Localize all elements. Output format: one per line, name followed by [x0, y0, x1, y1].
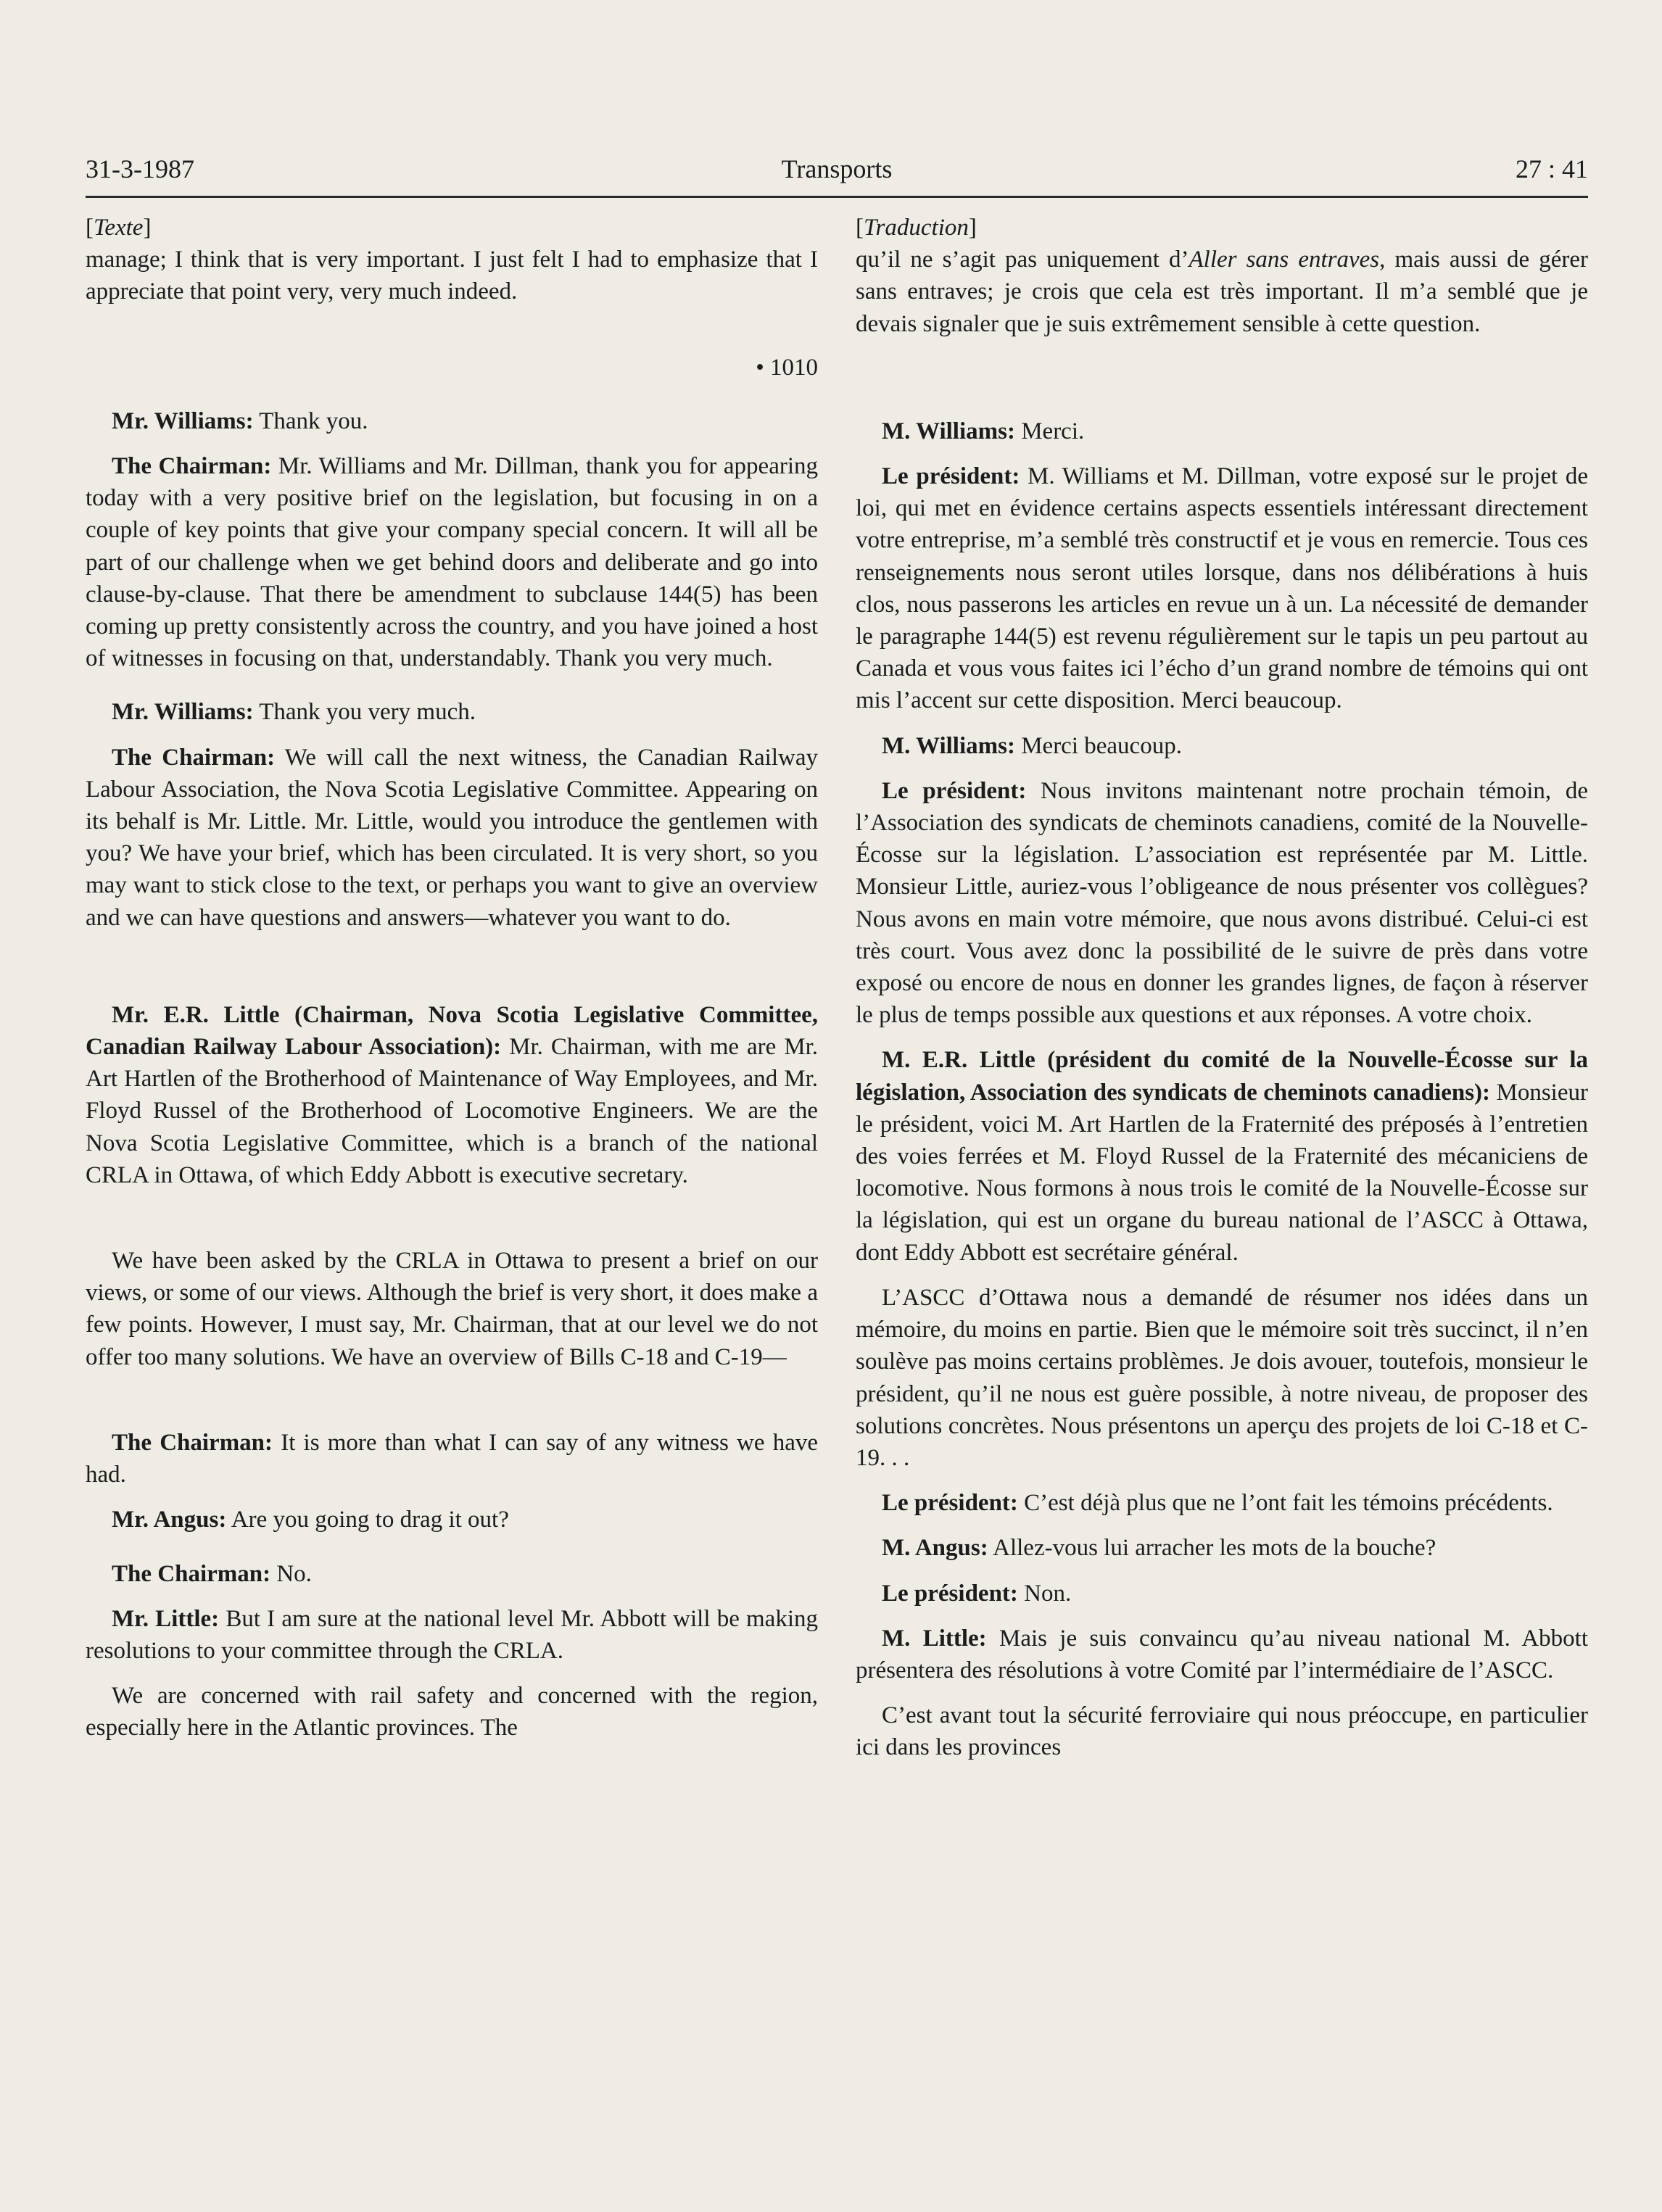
- speaker-name: Le président:: [882, 463, 1020, 490]
- speaker-name: M. Williams:: [882, 732, 1015, 759]
- speaker-name: M. Williams:: [882, 418, 1015, 444]
- speaker-name: The Chairman:: [112, 453, 272, 480]
- header-date: 31-3-1987: [86, 154, 194, 183]
- speaker-name: M. E.R. Little (président du comité de la Nouvelle-Écosse sur la législation, Association des syndicats de cheminots canadiens):: [856, 1047, 1588, 1106]
- speaker-name: M. Little:: [882, 1625, 987, 1652]
- french-column: [856, 212, 1588, 1764]
- speaker-name: Mr. Angus:: [112, 1507, 227, 1533]
- speaker-name: The Chairman:: [112, 1560, 271, 1587]
- speaker-name: Mr. Williams:: [112, 407, 254, 434]
- paragraph: Le président: C’est déjà plus que ne l’ont fait les témoins précédents.: [882, 1490, 1553, 1517]
- paragraph: Le président: Nous invitons maintenant notre prochain témoin, de l’Association des syndicats de cheminots canadiens, comité de la Nouvelle-Écosse sur la législation. L’association est représentée par M. Little. Monsieur Little, auriez-vous l’obligeance de nous présenter vos collègues? Nous avons en main votre mémoire, que nous avons distribué. Celui-ci est très court. Vous avez donc la possibilité de le suivre de près dans votre exposé ou encore de nous en donner les grandes lignes, de façon à réserver le plus de temps possible aux questions et aux réponses. A votre choix.: [856, 777, 1589, 1029]
- page-header: [86, 154, 1588, 198]
- timestamp: • 1010: [756, 354, 818, 381]
- speaker-name: Le président:: [882, 777, 1027, 804]
- speaker-name: Mr. Williams:: [112, 699, 254, 726]
- paragraph: M. Little: Mais je suis convaincu qu’au niveau national M. Abbott présentera des résolutions à votre Comité par l’intermédiaire de l’ASCC.: [856, 1625, 1589, 1683]
- speaker-name: Mr. Little:: [112, 1605, 220, 1632]
- paragraph: M. Angus: Allez-vous lui arracher les mots de la bouche?: [882, 1535, 1436, 1562]
- english-column: [86, 212, 818, 1744]
- paragraph: We are concerned with rail safety and concerned with the region, especially here in the Atlantic provinces. The: [86, 1683, 818, 1741]
- paragraph: Mr. Angus: Are you going to drag it out?: [112, 1507, 509, 1533]
- paragraph: manage; I think that is very important. I just felt I had to emphasize that I appreciate that point very, very much indeed.: [86, 247, 818, 305]
- speaker-name: Le président:: [882, 1580, 1018, 1607]
- header-title: Transports: [781, 154, 893, 183]
- paragraph: Le président: Non.: [882, 1580, 1072, 1607]
- paragraph: Mr. Little: But I am sure at the national level Mr. Abbott will be making resolutions to your committee through the CRLA.: [86, 1605, 818, 1664]
- paragraph: Mr. E.R. Little (Chairman, Nova Scotia Legislative Committee, Canadian Railway Labour Association): Mr. Chairman, with me are Mr. Art Hartlen of the Brotherhood of Maintenance of Way Employees, and Mr. Floyd Russel of the Brotherhood of Locomotive Engineers. We are the Nova Scotia Legislative Committee, which is a branch of the national CRLA in Ottawa, of which Eddy Abbott is executive secretary.: [86, 1001, 819, 1188]
- paragraph: L’ASCC d’Ottawa nous a demandé de résumer nos idées dans un mémoire, du moins en partie. Bien que le mémoire soit très succinct, il n’en soulève pas moins certains problèmes. Je dois avouer, toutefois, monsieur le président, qu’il ne nous est guère possible, à notre niveau, de proposer des solutions concrètes. Nous présentons un aperçu des projets de loi C-18 et C-19. . .: [856, 1284, 1588, 1471]
- paragraph: Le président: M. Williams et M. Dillman, votre exposé sur le projet de loi, qui met en évidence certains aspects essentiels intéressant directement votre entreprise, m’a semblé très constructif et je vous en remercie. Tous ces renseignements nous seront utiles lorsque, dans nos délibérations à huis clos, nous passerons les articles en revue un à un. La nécessité de demander le paragraphe 144(5) est revenu régulièrement sur le tapis un peu partout au Canada et vous vous faites ici l’écho d’un grand nombre de témoins qui ont mis l’accent sur cette disposition. Merci beaucoup.: [856, 463, 1588, 714]
- paragraph: The Chairman: It is more than what I can say of any witness we have had.: [86, 1429, 819, 1488]
- header-page-ref: 27 : 41: [1515, 154, 1588, 183]
- paragraph: The Chairman: No.: [112, 1560, 312, 1587]
- paragraph: qu’il ne s’agit pas uniquement d’Aller sans entraves, mais aussi de gérer sans entraves; je crois que cela est très important. Il m’a semblé que je devais signaler que je suis extrêmement sensible à cette question.: [856, 247, 1588, 337]
- paragraph: The Chairman: We will call the next witness, the Canadian Railway Labour Association, the Nova Scotia Legislative Committee. Appearing on its behalf is Mr. Little. Mr. Little, would you introduce the gentlemen with you? We have your brief, which has been circulated. It is very short, so you may want to stick close to the text, or perhaps you want to give an overview and we can have questions and answers—whatever you want to do.: [86, 744, 818, 931]
- speaker-name: The Chairman:: [112, 1429, 273, 1456]
- paragraph: C’est avant tout la sécurité ferroviaire qui nous préoccupe, en particulier ici dans les provinces: [856, 1702, 1588, 1761]
- speaker-name: M. Angus:: [882, 1535, 988, 1562]
- paragraph: Mr. Williams: Thank you very much.: [112, 699, 476, 726]
- speaker-name: The Chairman:: [112, 744, 276, 771]
- column-label-texte: [Texte]: [86, 215, 152, 241]
- paragraph: M. Williams: Merci.: [882, 418, 1085, 444]
- paragraph: The Chairman: Mr. Williams and Mr. Dillman, thank you for appearing today with a very positive brief on the legislation, but focusing in on a couple of key points that give your company special concern. It will all be part of our challenge when we get behind doors and deliberate and go into clause-by-clause. That there be amendment to subclause 144(5) has been coming up pretty consistently across the country, and you have joined a host of witnesses in focusing on that, understandably. Thank you very much.: [86, 453, 818, 672]
- paragraph: We have been asked by the CRLA in Ottawa to present a brief on our views, or some of our views. Although the brief is very short, it does make a few points. However, I must say, Mr. Chairman, that at our level we do not offer too many solutions. We have an overview of Bills C-18 and C-19—: [86, 1248, 818, 1370]
- paragraph: M. Williams: Merci beaucoup.: [882, 732, 1182, 759]
- paragraph: M. E.R. Little (président du comité de la Nouvelle-Écosse sur la législation, Association des syndicats de cheminots canadiens): Monsieur le président, voici M. Art Hartlen de la Fraternité des préposés à l’entretien des voies ferrées et M. Floyd Russel de la Fraternité des mécaniciens de locomotive. Nous formons à nous trois le comité de la Nouvelle-Écosse sur la législation, qui est un organe du bureau national de l’ASCC à Ottawa, dont Eddy Abbott est secrétaire général.: [856, 1047, 1588, 1266]
- column-label-traduction: [Traduction]: [856, 215, 977, 241]
- paragraph: Mr. Williams: Thank you.: [112, 407, 368, 434]
- speaker-name: Le président:: [882, 1490, 1018, 1517]
- speaker-name: Mr. E.R. Little (Chairman, Nova Scotia Legislative Committee, Canadian Railway Labour Association):: [86, 1001, 818, 1061]
